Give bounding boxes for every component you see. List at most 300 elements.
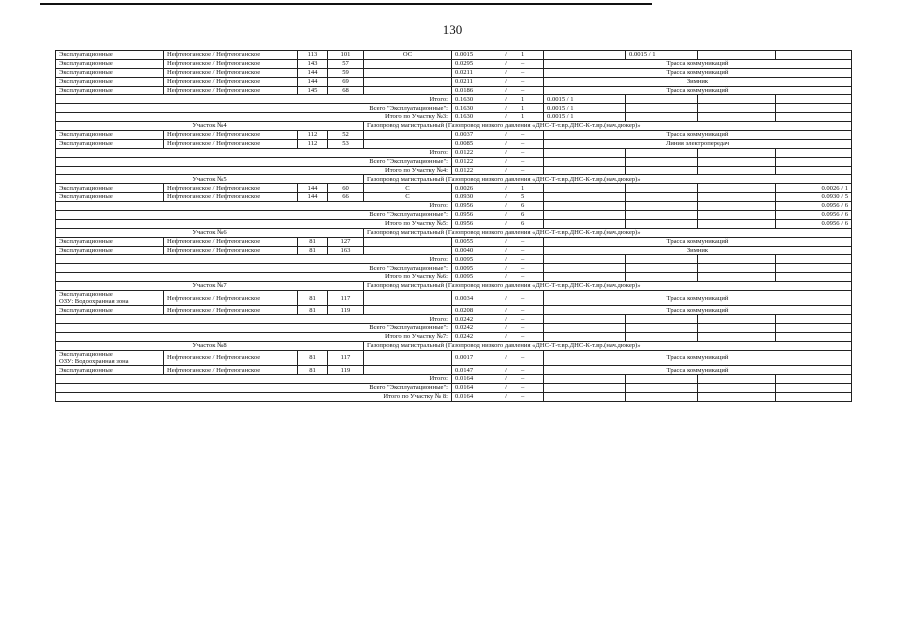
area-cell — [452, 315, 544, 324]
area-cell — [452, 246, 544, 255]
total-label: Всего "Эксплуатационные": — [56, 324, 452, 333]
land-type — [56, 246, 164, 255]
quantity-value: – — [521, 306, 525, 314]
slash-separator: / — [505, 220, 507, 228]
slash-separator: / — [505, 131, 507, 139]
area-value: 0.0208 — [455, 306, 474, 314]
empty-cell — [544, 51, 626, 60]
empty-cell — [626, 157, 698, 166]
empty-cell — [776, 324, 852, 333]
land-type — [56, 131, 164, 140]
section-name: Участок №8 — [56, 342, 364, 351]
land-type-label: Эксплуатационные — [59, 246, 113, 254]
allotment-number: 101 — [328, 51, 364, 60]
slash-separator: / — [505, 237, 507, 245]
land-type-label: Эксплуатационные — [59, 131, 113, 139]
land-type-label: Эксплуатационные — [59, 86, 113, 94]
quantity-value: – — [521, 273, 525, 281]
area-value: 0.0164 — [455, 393, 474, 401]
total-row — [56, 157, 852, 166]
table-row — [56, 51, 852, 60]
empty-cell — [698, 219, 776, 228]
empty-cell — [698, 273, 776, 282]
area-cell — [452, 139, 544, 148]
land-type-label: Эксплуатационные — [59, 350, 113, 358]
table-row — [56, 193, 852, 202]
forestry-name: Нефтеюганское / Нефтеюганское — [164, 193, 298, 202]
slash-separator: / — [505, 264, 507, 272]
quantity-value: – — [521, 255, 525, 263]
area-value: 0.1630 — [455, 95, 474, 103]
section-name: Участок №5 — [56, 175, 364, 184]
total-label: Всего "Эксплуатационные": — [56, 211, 452, 220]
category — [364, 77, 452, 86]
table-row — [56, 86, 852, 95]
area-cell — [452, 202, 544, 211]
area-value: 0.0095 — [455, 264, 474, 272]
total-label: Всего "Эксплуатационные": — [56, 264, 452, 273]
allotment-number: 117 — [328, 291, 364, 306]
quantity-value: – — [521, 354, 525, 362]
empty-cell — [698, 51, 776, 60]
total-label: Итого: — [56, 315, 452, 324]
special-mark: 0.0930 / 5 — [776, 193, 852, 202]
empty-cell — [626, 211, 698, 220]
quantity-value: 1 — [521, 113, 525, 121]
quantity-value: – — [521, 86, 525, 94]
total-label: Итого по Участку №6: — [56, 273, 452, 282]
forestry-name: Нефтеюганское / Нефтеюганское — [164, 59, 298, 68]
special-mark — [544, 384, 626, 393]
area-cell — [452, 157, 544, 166]
empty-cell — [544, 193, 626, 202]
empty-cell — [626, 333, 698, 342]
forestry-name: Нефтеюганское / Нефтеюганское — [164, 77, 298, 86]
land-type-label: Эксплуатационные — [59, 68, 113, 76]
table-row — [56, 184, 852, 193]
area-value: 0.1630 — [455, 104, 474, 112]
empty-cell — [776, 392, 852, 401]
area-cell — [452, 291, 544, 306]
area-value: 0.0242 — [455, 324, 474, 332]
empty-cell — [626, 273, 698, 282]
total-label: Итого по Участку №4: — [56, 166, 452, 175]
total-label: Всего "Эксплуатационные": — [56, 157, 452, 166]
total-row — [56, 219, 852, 228]
land-type — [56, 350, 164, 365]
empty-cell — [698, 315, 776, 324]
area-value: 0.0122 — [455, 166, 474, 174]
empty-cell — [698, 384, 776, 393]
land-type — [56, 68, 164, 77]
empty-cell — [626, 202, 698, 211]
forestry-name: Нефтеюганское / Нефтеюганское — [164, 68, 298, 77]
slash-separator: / — [505, 306, 507, 314]
quantity-value: 5 — [521, 193, 525, 201]
quantity-value: – — [521, 148, 525, 156]
quantity-value: – — [521, 131, 525, 139]
section-name: Участок №6 — [56, 228, 364, 237]
forestry-name: Нефтеюганское / Нефтеюганское — [164, 291, 298, 306]
special-mark: 0.0015 / 1 — [544, 95, 626, 104]
empty-cell — [776, 157, 852, 166]
area-value: 0.0295 — [455, 60, 474, 68]
empty-cell — [626, 219, 698, 228]
area-cell — [452, 366, 544, 375]
quantity-value: – — [521, 384, 525, 392]
quantity-value: 1 — [521, 104, 525, 112]
total-label: Итого по Участку № 8: — [56, 392, 452, 401]
land-type-label: Эксплуатационные — [59, 77, 113, 85]
empty-cell — [776, 384, 852, 393]
total-label: Всего "Эксплуатационные": — [56, 384, 452, 393]
total-row — [56, 255, 852, 264]
empty-cell — [626, 375, 698, 384]
quantity-value: – — [521, 264, 525, 272]
total-row — [56, 315, 852, 324]
quantity-value: 6 — [521, 220, 525, 228]
special-mark — [544, 255, 626, 264]
category — [364, 86, 452, 95]
allotment-number: 68 — [328, 86, 364, 95]
land-type — [56, 193, 164, 202]
quantity-value: 6 — [521, 202, 525, 210]
empty-cell — [698, 104, 776, 113]
forest-register-table — [55, 50, 852, 402]
special-mark: Трасса коммуникаций — [544, 350, 852, 365]
table-row — [56, 77, 852, 86]
allotment-number: 163 — [328, 246, 364, 255]
section-title: Газопровод магистральный (Газопровод низкого давления «ДНС-Т-т.вр.ДНС-К-т.вр.(нач.дюкер)» — [364, 122, 852, 131]
quarter-number: 112 — [298, 139, 328, 148]
slash-separator: / — [505, 86, 507, 94]
area-value: 0.0956 — [455, 211, 474, 219]
protection-zone-label: ОЗУ: Водоохранная зона — [59, 358, 129, 366]
quantity-value: – — [521, 246, 525, 254]
land-type — [56, 77, 164, 86]
quantity-value: – — [521, 294, 525, 302]
land-type — [56, 51, 164, 60]
empty-cell — [698, 324, 776, 333]
quantity-value: 6 — [521, 211, 525, 219]
slash-separator: / — [505, 148, 507, 156]
slash-separator: / — [505, 157, 507, 165]
special-mark — [544, 324, 626, 333]
allotment-number: 69 — [328, 77, 364, 86]
top-rule — [40, 3, 652, 5]
special-mark — [544, 315, 626, 324]
area-value: 0.0015 — [455, 51, 474, 59]
allotment-number: 57 — [328, 59, 364, 68]
allotment-number: 53 — [328, 139, 364, 148]
area-cell — [452, 77, 544, 86]
area-value: 0.0026 — [455, 184, 474, 192]
land-type-label: Эксплуатационные — [59, 51, 113, 59]
section-title: Газопровод магистральный (Газопровод низкого давления «ДНС-Т-т.вр.ДНС-К-т.вр.(нач.дюкер)» — [364, 175, 852, 184]
quarter-number: 144 — [298, 68, 328, 77]
land-type-label: Эксплуатационные — [59, 366, 113, 374]
section-row — [56, 122, 852, 131]
empty-cell — [776, 375, 852, 384]
quantity-value: – — [521, 315, 525, 323]
quantity-value: – — [521, 393, 525, 401]
table-row — [56, 306, 852, 315]
total-row — [56, 211, 852, 220]
total-row — [56, 375, 852, 384]
land-type — [56, 291, 164, 306]
empty-cell — [698, 95, 776, 104]
empty-cell — [544, 202, 626, 211]
slash-separator: / — [505, 294, 507, 302]
quantity-value: – — [521, 237, 525, 245]
total-label: Итого по Участку №3: — [56, 113, 452, 122]
area-value: 0.0164 — [455, 384, 474, 392]
special-mark: 0.0015 / 1 — [626, 51, 698, 60]
category — [364, 139, 452, 148]
empty-cell — [544, 184, 626, 193]
slash-separator: / — [505, 246, 507, 254]
special-mark: Трасса коммуникаций — [544, 86, 852, 95]
empty-cell — [776, 273, 852, 282]
empty-cell — [698, 264, 776, 273]
special-mark: 0.0026 / 1 — [776, 184, 852, 193]
slash-separator: / — [505, 211, 507, 219]
land-type-label: Эксплуатационные — [59, 140, 113, 148]
empty-cell — [776, 148, 852, 157]
empty-cell — [626, 184, 698, 193]
area-value: 0.0186 — [455, 86, 474, 94]
empty-cell — [776, 104, 852, 113]
slash-separator: / — [505, 324, 507, 332]
area-value: 0.0956 — [455, 202, 474, 210]
quarter-number: 143 — [298, 59, 328, 68]
area-value: 0.0095 — [455, 255, 474, 263]
empty-cell — [626, 255, 698, 264]
section-row — [56, 175, 852, 184]
total-row — [56, 95, 852, 104]
area-value: 0.0956 — [455, 220, 474, 228]
quantity-value: 1 — [521, 95, 525, 103]
area-value: 0.1630 — [455, 113, 474, 121]
category — [364, 350, 452, 365]
slash-separator: / — [505, 77, 507, 85]
area-cell — [452, 237, 544, 246]
table-row — [56, 59, 852, 68]
category: С — [364, 193, 452, 202]
allotment-number: 60 — [328, 184, 364, 193]
section-row — [56, 282, 852, 291]
total-row — [56, 264, 852, 273]
area-cell — [452, 166, 544, 175]
table-row — [56, 237, 852, 246]
allotment-number: 119 — [328, 306, 364, 315]
quantity-value: – — [521, 375, 525, 383]
special-mark: Зимник — [544, 246, 852, 255]
empty-cell — [626, 193, 698, 202]
total-label: Итого: — [56, 95, 452, 104]
quarter-number: 81 — [298, 237, 328, 246]
empty-cell — [626, 104, 698, 113]
total-row — [56, 166, 852, 175]
area-value: 0.0085 — [455, 140, 474, 148]
slash-separator: / — [505, 51, 507, 59]
total-row — [56, 104, 852, 113]
quantity-value: – — [521, 60, 525, 68]
special-mark: 0.0015 / 1 — [544, 104, 626, 113]
section-row — [56, 342, 852, 351]
category: С — [364, 184, 452, 193]
quarter-number: 81 — [298, 366, 328, 375]
allotment-number: 127 — [328, 237, 364, 246]
area-value: 0.0122 — [455, 157, 474, 165]
area-value: 0.0147 — [455, 366, 474, 374]
allotment-number: 52 — [328, 131, 364, 140]
area-value: 0.0242 — [455, 315, 474, 323]
slash-separator: / — [505, 255, 507, 263]
page-number: 130 — [442, 22, 463, 37]
section-name: Участок №7 — [56, 282, 364, 291]
category — [364, 68, 452, 77]
empty-cell — [698, 113, 776, 122]
area-cell — [452, 113, 544, 122]
empty-cell — [626, 148, 698, 157]
slash-separator: / — [505, 354, 507, 362]
total-row — [56, 273, 852, 282]
special-mark — [544, 157, 626, 166]
category — [364, 306, 452, 315]
quarter-number: 113 — [298, 51, 328, 60]
land-type — [56, 237, 164, 246]
slash-separator: / — [505, 273, 507, 281]
empty-cell — [776, 51, 852, 60]
empty-cell — [698, 184, 776, 193]
table-row — [56, 139, 852, 148]
quantity-value: – — [521, 157, 525, 165]
quantity-value: 1 — [521, 51, 525, 59]
special-mark — [544, 392, 626, 401]
category — [364, 237, 452, 246]
area-cell — [452, 219, 544, 228]
special-mark: 0.0015 / 1 — [544, 113, 626, 122]
category — [364, 246, 452, 255]
slash-separator: / — [505, 166, 507, 174]
area-value: 0.0164 — [455, 375, 474, 383]
special-mark — [544, 333, 626, 342]
total-row — [56, 324, 852, 333]
slash-separator: / — [505, 193, 507, 201]
area-cell — [452, 131, 544, 140]
area-value: 0.0122 — [455, 148, 474, 156]
area-cell — [452, 104, 544, 113]
special-mark — [544, 166, 626, 175]
quantity-value: – — [521, 77, 525, 85]
area-cell — [452, 333, 544, 342]
area-cell — [452, 193, 544, 202]
empty-cell — [626, 315, 698, 324]
empty-cell — [776, 264, 852, 273]
area-cell — [452, 306, 544, 315]
section-title: Газопровод магистральный (Газопровод низкого давления «ДНС-Т-т.вр.ДНС-К-т.вр.(нач.дюкер)» — [364, 282, 852, 291]
total-label: Итого по Участку №7: — [56, 333, 452, 342]
area-cell — [452, 264, 544, 273]
section-title: Газопровод магистральный (Газопровод низкого давления «ДНС-Т-т.вр.ДНС-К-т.вр.(нач.дюкер)» — [364, 342, 852, 351]
forestry-name: Нефтеюганское / Нефтеюганское — [164, 139, 298, 148]
empty-cell — [776, 255, 852, 264]
slash-separator: / — [505, 366, 507, 374]
table-row — [56, 131, 852, 140]
area-cell — [452, 51, 544, 60]
category — [364, 59, 452, 68]
empty-cell — [776, 113, 852, 122]
empty-cell — [776, 315, 852, 324]
area-cell — [452, 324, 544, 333]
section-row — [56, 228, 852, 237]
forestry-name: Нефтеюганское / Нефтеюганское — [164, 86, 298, 95]
slash-separator: / — [505, 375, 507, 383]
total-label: Итого: — [56, 375, 452, 384]
area-value: 0.0055 — [455, 237, 474, 245]
land-type-label: Эксплуатационные — [59, 193, 113, 201]
area-cell — [452, 86, 544, 95]
empty-cell — [544, 219, 626, 228]
land-type — [56, 139, 164, 148]
empty-cell — [626, 264, 698, 273]
total-label: Итого по Участку №5: — [56, 219, 452, 228]
empty-cell — [698, 392, 776, 401]
empty-cell — [626, 324, 698, 333]
table-row — [56, 366, 852, 375]
slash-separator: / — [505, 60, 507, 68]
total-label: Итого: — [56, 202, 452, 211]
land-type-label: Эксплуатационные — [59, 60, 113, 68]
quantity-value: – — [521, 68, 525, 76]
category: ОС — [364, 51, 452, 60]
total-label: Итого: — [56, 255, 452, 264]
empty-cell — [698, 333, 776, 342]
total-label: Итого: — [56, 148, 452, 157]
area-value: 0.0034 — [455, 294, 474, 302]
quarter-number: 81 — [298, 306, 328, 315]
empty-cell — [626, 113, 698, 122]
allotment-number: 117 — [328, 350, 364, 365]
empty-cell — [626, 392, 698, 401]
special-mark: 0.0956 / 6 — [776, 202, 852, 211]
empty-cell — [544, 211, 626, 220]
area-value: 0.0242 — [455, 333, 474, 341]
section-name: Участок №4 — [56, 122, 364, 131]
forestry-name: Нефтеюганское / Нефтеюганское — [164, 237, 298, 246]
quarter-number: 144 — [298, 193, 328, 202]
empty-cell — [776, 333, 852, 342]
section-title: Газопровод магистральный (Газопровод низкого давления «ДНС-Т-т.вр.ДНС-К-т.вр.(нач.дюкер)» — [364, 228, 852, 237]
allotment-number: 66 — [328, 193, 364, 202]
allotment-number: 59 — [328, 68, 364, 77]
area-value: 0.0930 — [455, 193, 474, 201]
area-cell — [452, 211, 544, 220]
total-row — [56, 202, 852, 211]
empty-cell — [776, 166, 852, 175]
slash-separator: / — [505, 113, 507, 121]
empty-cell — [776, 95, 852, 104]
allotment-number: 119 — [328, 366, 364, 375]
special-mark: 0.0956 / 6 — [776, 219, 852, 228]
area-value: 0.0037 — [455, 131, 474, 139]
area-value: 0.0095 — [455, 273, 474, 281]
empty-cell — [698, 202, 776, 211]
forestry-name: Нефтеюганское / Нефтеюганское — [164, 184, 298, 193]
special-mark — [544, 264, 626, 273]
slash-separator: / — [505, 393, 507, 401]
